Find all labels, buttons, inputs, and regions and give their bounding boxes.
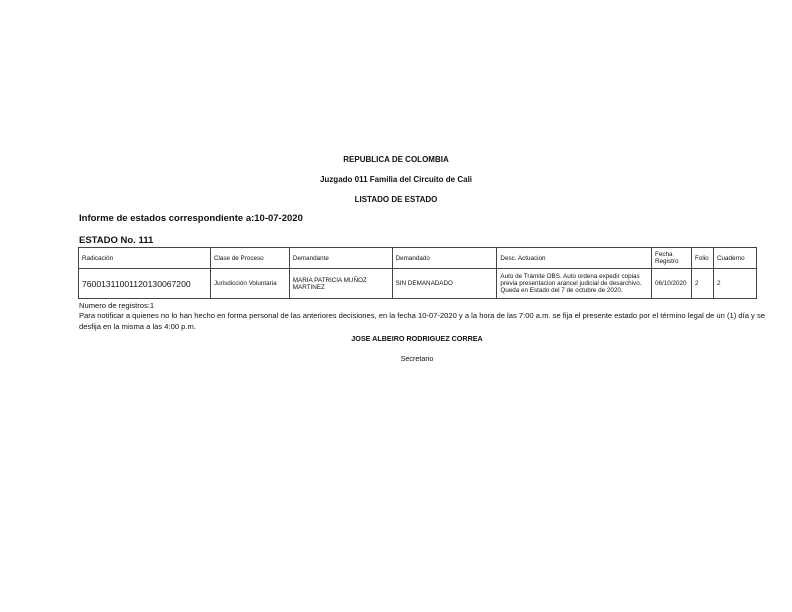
col-header-folio: Folio xyxy=(691,248,713,269)
col-header-descripcion: Desc. Actuacion xyxy=(497,248,652,269)
republic-heading: REPUBLICA DE COLOMBIA xyxy=(343,155,449,164)
record-count: Numero de registros:1 xyxy=(79,301,155,310)
estado-table xyxy=(78,247,757,299)
cell-demandante: MARIA PATRICIA MUÑOZ MARTINEZ xyxy=(289,269,392,299)
cell-folio: 2 xyxy=(691,269,713,299)
col-header-fecha: Fecha Registro xyxy=(652,248,692,269)
estado-number: ESTADO No. 111 xyxy=(79,235,154,246)
court-heading: Juzgado 011 Familia del Circuito de Cali xyxy=(319,175,473,184)
cell-demandado: SIN DEMANADADO xyxy=(392,269,497,299)
col-header-cuaderno: Cuaderno xyxy=(713,248,756,269)
cell-cuaderno: 2 xyxy=(713,269,756,299)
table-row xyxy=(79,269,757,299)
cell-clase: Jurisdicción Voluntaria xyxy=(210,269,289,299)
col-header-clase: Clase de Proceso xyxy=(210,248,289,269)
table-header-row xyxy=(79,248,757,269)
cell-radicacion: 76001311001120130067200 xyxy=(79,269,211,299)
cell-descripcion: Auto de Trámite OBS. Auto ordena expedir copias previa presentacion arancel judicial de desarchivo. Queda en Estado del 7 de octubre de 2020. xyxy=(497,269,652,299)
notice-paragraph: Para notificar a quienes no lo han hecho en forma personal de las anteriores decisiones, en la fecha 10-07-2020 y a la hora de las 7:00 a.m. se fija el presente estado por el término legal de un (1) día y se desfija en la misma a las 4:00 p.m. xyxy=(79,311,765,331)
signature-role: Secretario xyxy=(400,354,434,363)
cell-fecha: 06/10/2020 xyxy=(652,269,692,299)
listing-heading: LISTADO DE ESTADO xyxy=(354,195,438,204)
col-header-demandado: Demandado xyxy=(392,248,497,269)
signature-name: JOSE ALBEIRO RODRIGUEZ CORREA xyxy=(351,334,483,343)
report-title: Informe de estados correspondiente a:10-07-2020 xyxy=(79,213,303,224)
col-header-radicacion: Radicación xyxy=(79,248,211,269)
col-header-demandante: Demandante xyxy=(289,248,392,269)
